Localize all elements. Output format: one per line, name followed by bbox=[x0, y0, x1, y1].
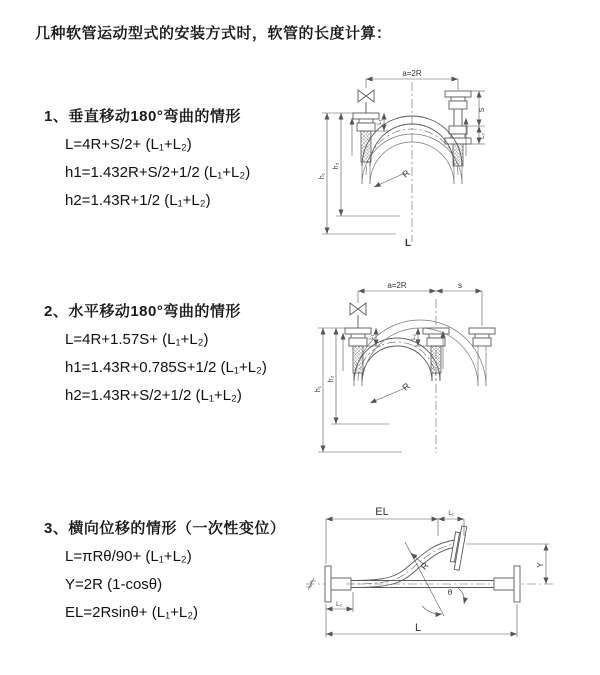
upper-flange-fitting bbox=[450, 526, 466, 570]
formula-line: L=4R+S/2+ (L₁+L₂) bbox=[65, 136, 192, 153]
section-3-formulas bbox=[44, 543, 334, 627]
left-hose-fitting bbox=[345, 328, 371, 381]
page-title: 几种软管运动型式的安装方式时，软管的长度计算： bbox=[35, 25, 392, 42]
hose-u-bend-shifted bbox=[354, 320, 486, 386]
section-2-formulas bbox=[44, 326, 334, 410]
left-hose-fitting bbox=[353, 113, 379, 166]
radius-leader bbox=[374, 173, 405, 187]
section-1 bbox=[44, 105, 334, 215]
dim-label-h2: h₂ bbox=[328, 375, 335, 383]
radius-label: R bbox=[418, 560, 431, 572]
dim-label-el: EL bbox=[375, 506, 389, 518]
diagram-horizontal-180-bend bbox=[310, 281, 590, 467]
middle-hose-fitting bbox=[423, 328, 449, 381]
dim-label-h1: h₁ bbox=[319, 172, 326, 180]
right-hose-fitting bbox=[445, 91, 471, 166]
angle-label: θ bbox=[447, 588, 453, 597]
dim-label-s: s bbox=[458, 281, 462, 290]
radius-leader bbox=[370, 388, 405, 403]
dim-label-l1: L₁ bbox=[448, 511, 454, 517]
braided-hose-section bbox=[431, 346, 441, 373]
dim-label-l1: L₁ bbox=[377, 119, 383, 125]
formula-line: h1=1.432R+S/2+1/2 (L₁+L₂) bbox=[65, 164, 251, 181]
dim-label-l2: L₂ bbox=[480, 133, 486, 139]
formula-line: h1=1.43R+0.785S+1/2 (L₁+L₂) bbox=[65, 359, 267, 376]
formula-line: EL=2Rsinθ+ (L₁+L₂) bbox=[65, 604, 199, 621]
dim-label-l: L bbox=[414, 622, 422, 634]
dim-label-h2: h₂ bbox=[333, 162, 340, 170]
length-label: L bbox=[404, 238, 412, 249]
section-1-heading: 1、垂直移动180°弯曲的情形 bbox=[44, 108, 241, 125]
formula-line: h2=1.43R+S/2+1/2 (L₁+L₂) bbox=[65, 387, 242, 404]
formula-line: L=πRθ/90+ (L₁+L₂) bbox=[65, 548, 192, 565]
dim-label-h1: h₁ bbox=[315, 385, 322, 393]
radius-label: R bbox=[400, 167, 412, 180]
dim-label-a2r: a=2R bbox=[387, 281, 407, 290]
diagram-lateral-displacement bbox=[298, 494, 598, 666]
radius-label: R bbox=[400, 380, 412, 393]
section-3-heading: 3、横向位移的情形（一次性变位） bbox=[44, 520, 286, 537]
formula-line: h2=1.43R+1/2 (L₁+L₂) bbox=[65, 192, 211, 209]
section-2-heading: 2、水平移动180°弯曲的情形 bbox=[44, 303, 241, 320]
section-1-formulas bbox=[44, 131, 334, 215]
section-2 bbox=[44, 300, 334, 410]
dim-label-l2: L₂ bbox=[336, 602, 342, 608]
dim-label-y: Y bbox=[536, 562, 545, 568]
dim-label-a2r: a=2R bbox=[402, 69, 422, 78]
valve-icon bbox=[350, 291, 366, 328]
dim-label-s: S bbox=[479, 107, 486, 113]
dim-label-l2: L₂ bbox=[411, 334, 417, 340]
formula-line: L=4R+1.57S+ (L₁+L₂) bbox=[65, 331, 209, 348]
diagram-vertical-180-bend bbox=[308, 66, 588, 264]
valve-icon bbox=[358, 90, 374, 113]
shifted-hose-fitting bbox=[469, 328, 495, 386]
braided-hose-section bbox=[353, 346, 363, 373]
section-3 bbox=[44, 517, 334, 627]
dim-label-l1: L₁ bbox=[369, 334, 375, 340]
formula-line: Y=2R (1-cosθ) bbox=[65, 576, 163, 593]
